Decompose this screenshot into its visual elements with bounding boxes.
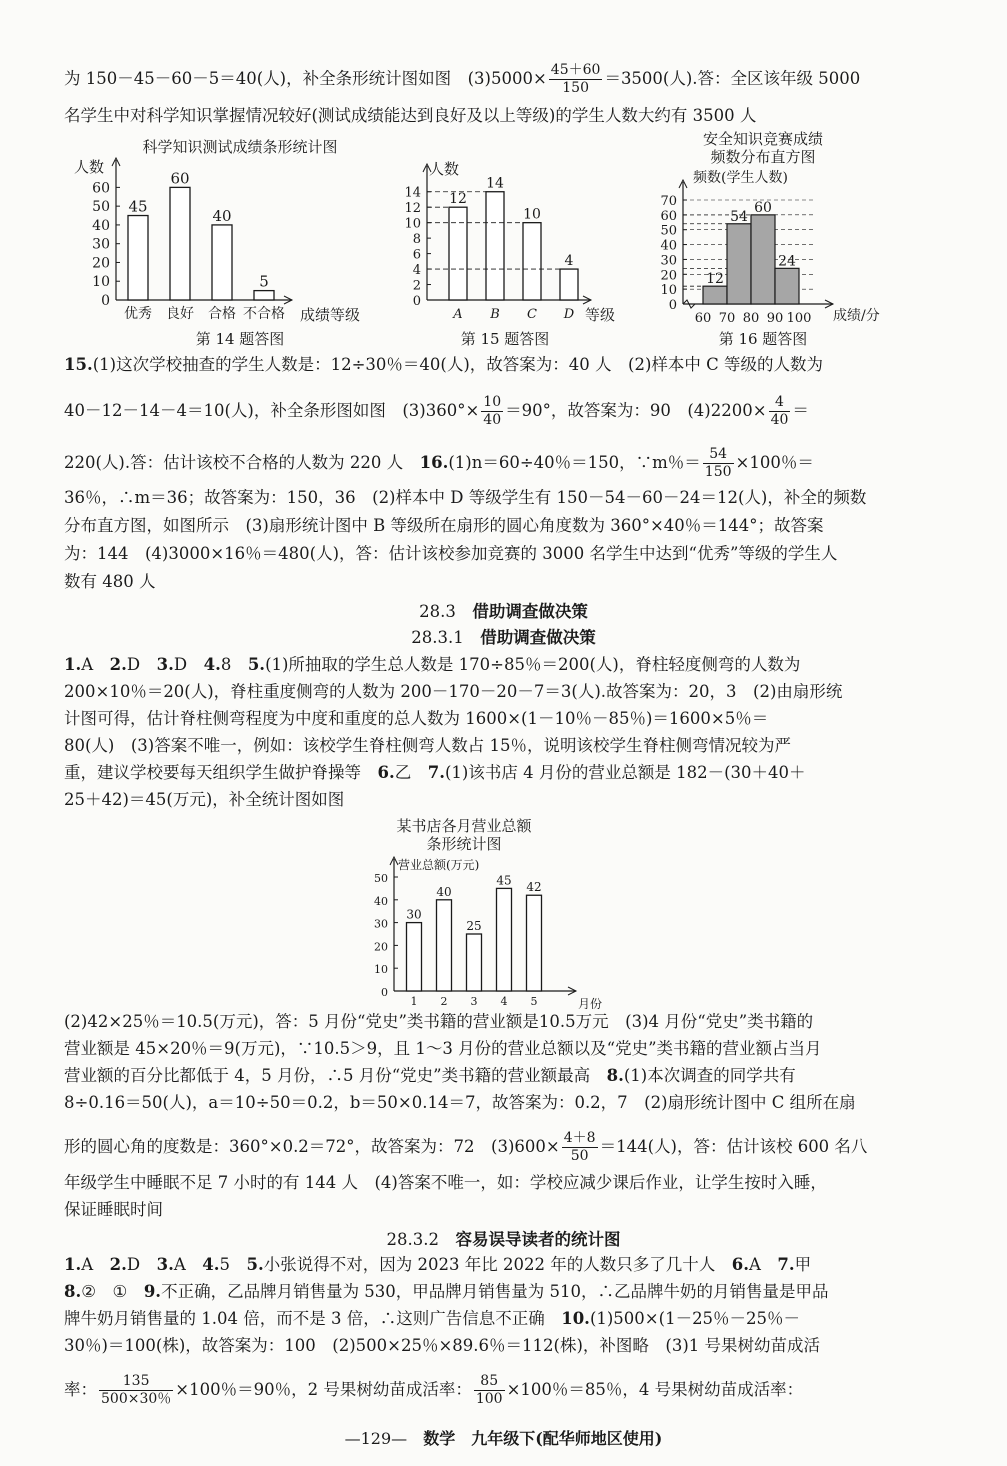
y-tick-label: 30 (92, 236, 110, 253)
y-tick-label: 20 (92, 255, 110, 272)
text-line: 名学生中对科学知识掌握情况较好(测试成绩能达到良好及以上等级)的学生人数大约有 3500 人 (64, 106, 757, 125)
chart-subtitle: 频数分布直方图 (710, 148, 816, 166)
chart-q15 (395, 160, 635, 352)
y-tick-label: 10 (660, 283, 677, 299)
y-tick-label: 60 (92, 180, 110, 197)
fraction: $\frac{10}{40}$ (483, 394, 502, 428)
x-axis-label: 等级 (585, 306, 616, 324)
section-heading: 28.3 借助调查做决策 (419, 602, 588, 621)
y-tick-label: 50 (92, 199, 110, 216)
text-line: 1.A 2.D 3.A 4.5 5.小张说得不对，因为 2023 年比 2022 年的人数只多了几十人 6.A 7.甲 (64, 1255, 812, 1274)
text-line: 30％)＝100(株)，故答案为：100 (2)500×25％×89.6％＝112(株)，补图略 (3)1 号果树幼苗成活 (64, 1336, 821, 1355)
text-line: 形的圆心角的度数是：360°×0.2＝72°，故答案为：72 (3)600× $\frac{4+8}{50}$ ＝144(人)，答：估计该校 600 名八 (64, 1130, 868, 1164)
x-tick-label: 90 (766, 311, 784, 326)
histogram-bar (775, 268, 799, 304)
chart-bookstore (350, 815, 610, 1015)
bar (254, 291, 274, 300)
data-label: 14 (486, 175, 504, 192)
histogram-bar (751, 215, 775, 304)
bar (437, 900, 452, 991)
y-tick-label: 40 (374, 894, 388, 908)
y-tick-label: 50 (660, 223, 677, 239)
fraction: $\frac{54}{150}$ (704, 446, 732, 480)
bar (407, 923, 422, 991)
x-tick-label: 2 (440, 995, 448, 1008)
x-tick-label: 优秀 (124, 306, 152, 322)
y-tick-label: 10 (92, 274, 110, 291)
data-label: 30 (406, 907, 422, 922)
text-line: 36％，∴m＝36；故答案为：150，36 (2)样本中 D 等级学生有 150－54－60－24＝12(人)，补全的频数 (64, 488, 867, 507)
y-tick-label: 50 (374, 872, 388, 885)
text-line: 牌牛奶月销售量的 1.04 倍，而不是 3 倍，∴这则广告信息不正确 10.(1)500×(1－25％－25％－ (64, 1309, 801, 1328)
x-tick-label: 1 (410, 995, 418, 1008)
text-line: 率： $\frac{135}{500\times 30\%}$ ×100％＝90％，2 号果树幼苗成活率： $\frac{85}{100}$ ×100％＝85％，4 号果树幼苗成活率： (64, 1373, 804, 1407)
chart-title: 科学知识测试成绩条形统计图 (142, 138, 338, 156)
bar (449, 207, 467, 300)
bar (527, 895, 542, 991)
text-line: 为 150－45－60－5＝40(人)，补全条形统计图如图 (3)5000× $\frac{45+60}{150}$ ＝3500(人).答：全区该年级 5000 (64, 62, 861, 96)
fraction: $\frac{4+8}{50}$ (563, 1130, 596, 1164)
chart-title: 某书店各月营业总额 (396, 817, 532, 835)
x-tick-label: D (563, 307, 575, 322)
y-axis-label: 人数 (74, 158, 105, 176)
histogram-bar (703, 286, 727, 304)
text-line: 数有 480 人 (64, 572, 156, 591)
y-tick-label: 30 (660, 253, 677, 269)
text-line: 为：144 (4)3000×16％＝480(人)，答：估计该校参加竞赛的 3000 名学生中达到“优秀”等级的学生人 (64, 544, 838, 563)
text-line: 分布直方图，如图所示 (3)扇形统计图中 B 等级所在扇形的圆心角度数为 360°×40％＝144°；故答案 (64, 516, 824, 535)
bar (128, 216, 148, 300)
chart-caption: 第 15 题答图 (460, 330, 550, 348)
y-tick-label: 0 (101, 293, 110, 309)
x-tick-label: 5 (530, 995, 538, 1008)
y-tick-label: 30 (374, 917, 388, 931)
x-tick-label: 3 (470, 995, 478, 1008)
text-line: 200×10％＝20(人)，脊柱重度侧弯的人数为 200－170－20－7＝3(人).故答案为：20，3 (2)由扇形统 (64, 682, 843, 701)
data-label: 54 (730, 208, 748, 225)
x-tick-label: 不合格 (243, 306, 285, 322)
data-label: 60 (754, 199, 772, 216)
y-axis-label: 频数(学生人数) (693, 170, 788, 186)
fraction: $\frac{135}{500\times 30\%}$ (101, 1373, 172, 1407)
y-tick-label: 12 (404, 201, 421, 217)
data-label: 42 (526, 880, 542, 895)
text-line: 40－12－14－4＝10(人)，补全条形图如图 (3)360°× $\frac{10}{40}$ ＝90°，故答案为：90 (4)2200× $\frac{4}{40}$ ＝ (64, 394, 809, 428)
x-axis-label: 月份 (578, 997, 603, 1011)
x-axis-label: 成绩等级 (300, 306, 361, 324)
y-tick-label: 8 (412, 232, 421, 248)
chart-plot (92, 158, 292, 322)
data-label: 4 (564, 253, 574, 270)
chart-title: 安全知识竞赛成绩 (702, 130, 824, 148)
y-tick-label: 40 (92, 217, 110, 234)
text-line: 80(人) (3)答案不唯一，例如：该校学生脊柱侧弯人数占 15％，说明该校学生脊柱侧弯情况较为严 (64, 736, 791, 755)
bar (486, 192, 504, 300)
grade: 九年级下(配华师地区使用) (471, 1429, 663, 1448)
text-line: 220(人).答：估计该校不合格的人数为 220 人 16.(1)n＝60÷40％＝150，∵m％＝ $\frac{54}{150}$ ×100％＝ (64, 446, 814, 480)
chart-plot (660, 180, 833, 326)
data-label: 60 (170, 169, 190, 188)
y-tick-label: 2 (412, 278, 421, 294)
data-label: 45 (128, 197, 148, 216)
x-tick-label: 良好 (166, 306, 194, 322)
text-line: 15.(1)这次学校抽查的学生人数是：12÷30％＝40(人)，故答案为：40 人 (2)样本中 C 等级的人数为 (64, 355, 824, 374)
text-line: 年级学生中睡眠不足 7 小时的有 144 人 (4)答案不唯一，如：学校应减少课后作业，让学生按时入睡， (64, 1173, 827, 1192)
text-line: 保证睡眠时间 (64, 1200, 163, 1219)
chart-q14 (60, 132, 380, 352)
x-tick-label: A (453, 307, 463, 322)
data-label: 40 (436, 884, 452, 899)
x-tick-label: 70 (718, 311, 736, 326)
y-tick-label: 0 (668, 298, 677, 313)
text-line: 计图可得，估计脊柱侧弯程度为中度和重度的总人数为 1600×(1－10％－85％)＝1600×5％＝ (64, 709, 769, 728)
x-tick-label: B (490, 307, 500, 322)
y-tick-label: 60 (660, 208, 677, 224)
fraction: $\frac{4}{40}$ (770, 394, 789, 428)
text-line: 8.② ① 9.不正确，乙品牌月销售量为 530，甲品牌月销售量为 510，∴乙品牌牛奶的月销售量是甲品 (64, 1282, 829, 1301)
histogram-bar (727, 224, 751, 304)
chart-caption: 第 16 题答图 (718, 330, 808, 348)
chart-plot (374, 857, 576, 1008)
text-line: 8÷0.16＝50(人)，a＝10÷50＝0.2，b＝50×0.14＝7，故答案为：0.2，7 (2)扇形统计图中 C 组所在扇 (64, 1093, 856, 1112)
chart-subtitle: 条形统计图 (426, 835, 502, 853)
x-tick-label: C (527, 307, 537, 322)
x-tick-label: 100 (786, 311, 812, 326)
text-line: 营业额是 45×20％＝9(万元)，∵10.5＞9，且 1～3 月份的营业总额以及“党史”类书籍的营业额占当月 (64, 1039, 822, 1058)
y-tick-label: 0 (412, 294, 421, 309)
page-footer (0, 1426, 1007, 1449)
bar (560, 269, 578, 300)
data-label: 40 (212, 206, 232, 225)
y-tick-label: 10 (404, 216, 421, 232)
subject: 数学 (423, 1429, 456, 1448)
data-label: 12 (706, 271, 724, 288)
y-tick-label: 20 (374, 940, 388, 954)
x-tick-label: 4 (500, 995, 508, 1008)
y-tick-label: 10 (374, 963, 388, 977)
y-tick-label: 14 (404, 185, 421, 201)
page-number: —129— (344, 1429, 408, 1448)
bar (467, 934, 482, 991)
chart-caption: 第 14 题答图 (195, 330, 285, 348)
text-line: 重，建议学校要每天组织学生做护脊操等 6.乙 7.(1)该书店 4 月份的营业总额是 182－(30＋40＋ (64, 763, 806, 782)
x-tick-label: 80 (742, 311, 760, 326)
chart-plot (404, 164, 591, 322)
section-heading: 28.3.1 借助调查做决策 (411, 628, 596, 647)
x-tick-label: 合格 (208, 306, 236, 322)
data-label: 25 (466, 919, 482, 933)
x-tick-label: 60 (694, 311, 712, 326)
bar (523, 223, 541, 300)
data-label: 10 (523, 206, 541, 223)
data-label: 45 (496, 873, 512, 888)
text-line: (2)42×25％＝10.5(万元)，答：5 月份“党史”类书籍的营业额是10.5万元 (3)4 月份“党史”类书籍的 (64, 1012, 814, 1031)
y-tick-label: 6 (412, 247, 421, 263)
fraction: $\frac{85}{100}$ (475, 1373, 503, 1407)
data-label: 5 (259, 272, 269, 291)
y-tick-label: 4 (412, 263, 421, 279)
chart-q16 (655, 128, 900, 352)
text-line: 25＋42)＝45(万元)，补全统计图如图 (64, 790, 345, 809)
y-tick-label: 0 (381, 986, 388, 999)
x-axis-label: 成绩/分 (833, 308, 880, 324)
y-tick-label: 20 (660, 268, 677, 284)
bar (170, 187, 190, 300)
y-axis-label: 营业总额(万元) (398, 858, 480, 872)
y-axis-label: 人数 (429, 160, 460, 178)
bar (497, 888, 512, 991)
y-tick-label: 40 (660, 238, 677, 254)
text-line: 营业额的百分比都低于 4，5 月份，∴5 月份“党史”类书籍的营业额最高 8.(1)本次调查的同学共有 (64, 1066, 796, 1085)
data-label: 12 (449, 191, 467, 208)
text-line: 1.A 2.D 3.D 4.8 5.(1)所抽取的学生总人数是 170÷85％＝200(人)，脊柱轻度侧弯的人数为 (64, 655, 801, 674)
bar (212, 225, 232, 300)
y-tick-label: 70 (660, 194, 677, 209)
fraction: $\frac{45+60}{150}$ (550, 62, 601, 96)
data-label: 24 (778, 253, 796, 270)
section-heading: 28.3.2 容易误导读者的统计图 (386, 1230, 621, 1249)
